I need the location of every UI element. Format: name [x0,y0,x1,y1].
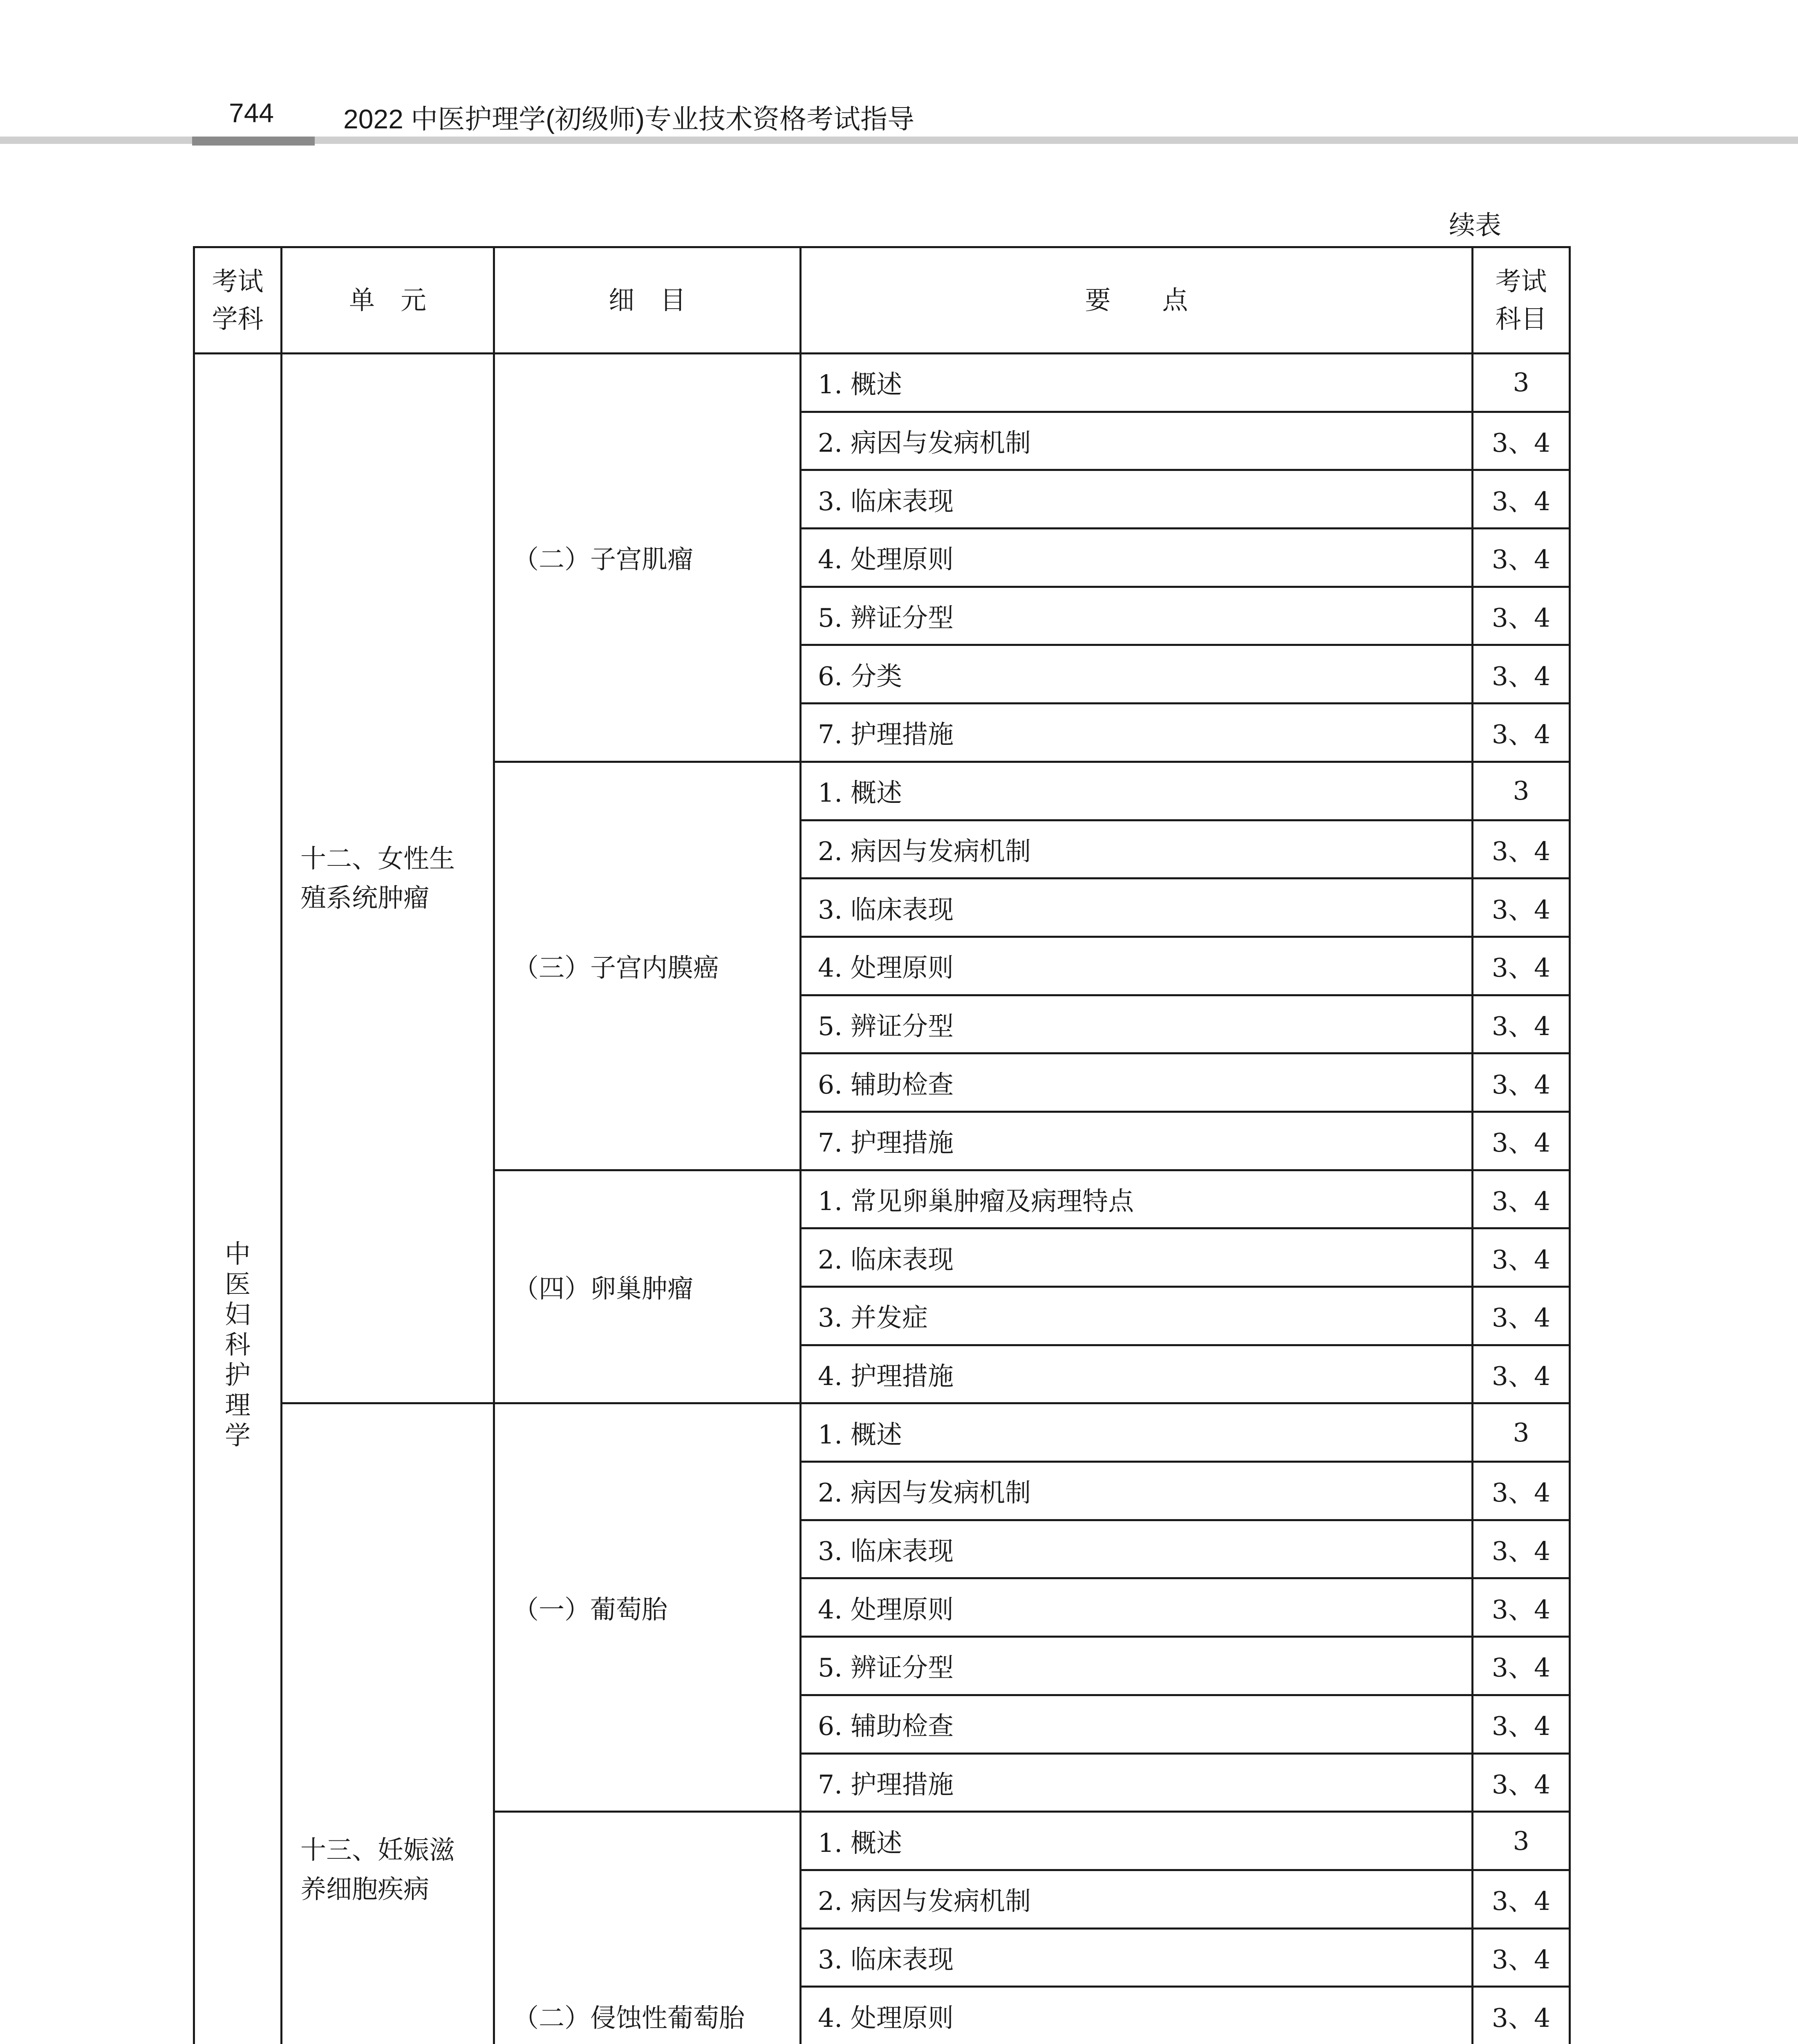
point-cell: 1. 概述 [801,1812,1473,1870]
detail-cell: （一）葡萄胎 [494,1403,801,1812]
subject-cell: 中 医 妇 科 护 理 学 [194,354,282,2044]
point-cell: 2. 病因与发病机制 [801,1870,1473,1928]
point-cell: 2. 病因与发病机制 [801,820,1473,879]
column-header-subject: 考试 学科 [194,247,282,354]
exam-cell: 3、4 [1473,1462,1570,1520]
exam-cell: 3、4 [1473,587,1570,645]
point-cell: 3. 临床表现 [801,470,1473,529]
exam-cell: 3、4 [1473,529,1570,587]
exam-cell: 3、4 [1473,1287,1570,1345]
exam-cell: 3、4 [1473,1112,1570,1170]
exam-cell: 3、4 [1473,820,1570,879]
point-cell: 2. 临床表现 [801,1228,1473,1287]
exam-cell: 3 [1473,354,1570,412]
point-cell: 2. 病因与发病机制 [801,412,1473,470]
detail-cell: （四）卵巢肿瘤 [494,1170,801,1403]
exam-cell: 3、4 [1473,645,1570,704]
point-cell: 4. 处理原则 [801,937,1473,995]
point-cell: 4. 处理原则 [801,1578,1473,1637]
detail-cell: （二）子宫肌瘤 [494,354,801,762]
table-row [194,354,1570,412]
point-cell: 6. 分类 [801,645,1473,704]
point-cell: 7. 护理措施 [801,704,1473,762]
exam-cell: 3、4 [1473,1578,1570,1637]
exam-cell: 3 [1473,1812,1570,1870]
point-cell: 5. 辨证分型 [801,1637,1473,1695]
column-header-detail: 细 目 [494,247,801,354]
table-row [194,1403,1570,1462]
column-header-exam: 考试 科目 [1473,247,1570,354]
column-header-point: 要 点 [801,247,1473,354]
point-cell: 5. 辨证分型 [801,587,1473,645]
detail-cell: （二）侵蚀性葡萄胎 [494,1812,801,2044]
point-cell: 4. 处理原则 [801,1987,1473,2044]
page-header [0,0,1798,151]
point-cell: 7. 护理措施 [801,1112,1473,1170]
column-header-unit: 单 元 [282,247,494,354]
exam-cell: 3、4 [1473,1987,1570,2044]
point-cell: 1. 概述 [801,762,1473,820]
point-cell: 2. 病因与发病机制 [801,1462,1473,1520]
table-header-row [194,247,1570,354]
point-cell: 4. 处理原则 [801,529,1473,587]
exam-cell: 3 [1473,1403,1570,1462]
point-cell: 1. 常见卵巢肿瘤及病理特点 [801,1170,1473,1228]
point-cell: 6. 辅助检查 [801,1053,1473,1112]
point-cell: 6. 辅助检查 [801,1695,1473,1753]
exam-cell: 3、4 [1473,1345,1570,1403]
running-title: 2022 中医护理学(初级师)专业技术资格考试指导 [343,104,915,134]
unit-cell: 十三、妊娠滋 养细胞疾病 [282,1403,494,2044]
syllabus-table [193,246,1571,2044]
exam-cell: 3、4 [1473,1170,1570,1228]
header-rule-accent [192,137,315,146]
exam-cell: 3、4 [1473,1928,1570,1987]
exam-cell: 3、4 [1473,1637,1570,1695]
point-cell: 3. 临床表现 [801,1520,1473,1578]
unit-cell: 十二、女性生 殖系统肿瘤 [282,354,494,1403]
exam-cell: 3、4 [1473,1053,1570,1112]
point-cell: 3. 并发症 [801,1287,1473,1345]
exam-cell: 3、4 [1473,879,1570,937]
exam-cell: 3、4 [1473,412,1570,470]
point-cell: 3. 临床表现 [801,879,1473,937]
point-cell: 5. 辨证分型 [801,995,1473,1053]
exam-cell: 3、4 [1473,704,1570,762]
point-cell: 1. 概述 [801,1403,1473,1462]
page-number: 744 [229,98,274,128]
point-cell: 7. 护理措施 [801,1753,1473,1812]
exam-cell: 3、4 [1473,1228,1570,1287]
exam-cell: 3、4 [1473,1695,1570,1753]
point-cell: 3. 临床表现 [801,1928,1473,1987]
continued-label: 续表 [1449,211,1501,241]
exam-cell: 3、4 [1473,937,1570,995]
exam-cell: 3、4 [1473,1870,1570,1928]
exam-cell: 3、4 [1473,1753,1570,1812]
exam-cell: 3、4 [1473,470,1570,529]
detail-cell: （三）子宫内膜癌 [494,762,801,1170]
point-cell: 1. 概述 [801,354,1473,412]
point-cell: 4. 护理措施 [801,1345,1473,1403]
exam-cell: 3、4 [1473,1520,1570,1578]
exam-cell: 3 [1473,762,1570,820]
exam-cell: 3、4 [1473,995,1570,1053]
